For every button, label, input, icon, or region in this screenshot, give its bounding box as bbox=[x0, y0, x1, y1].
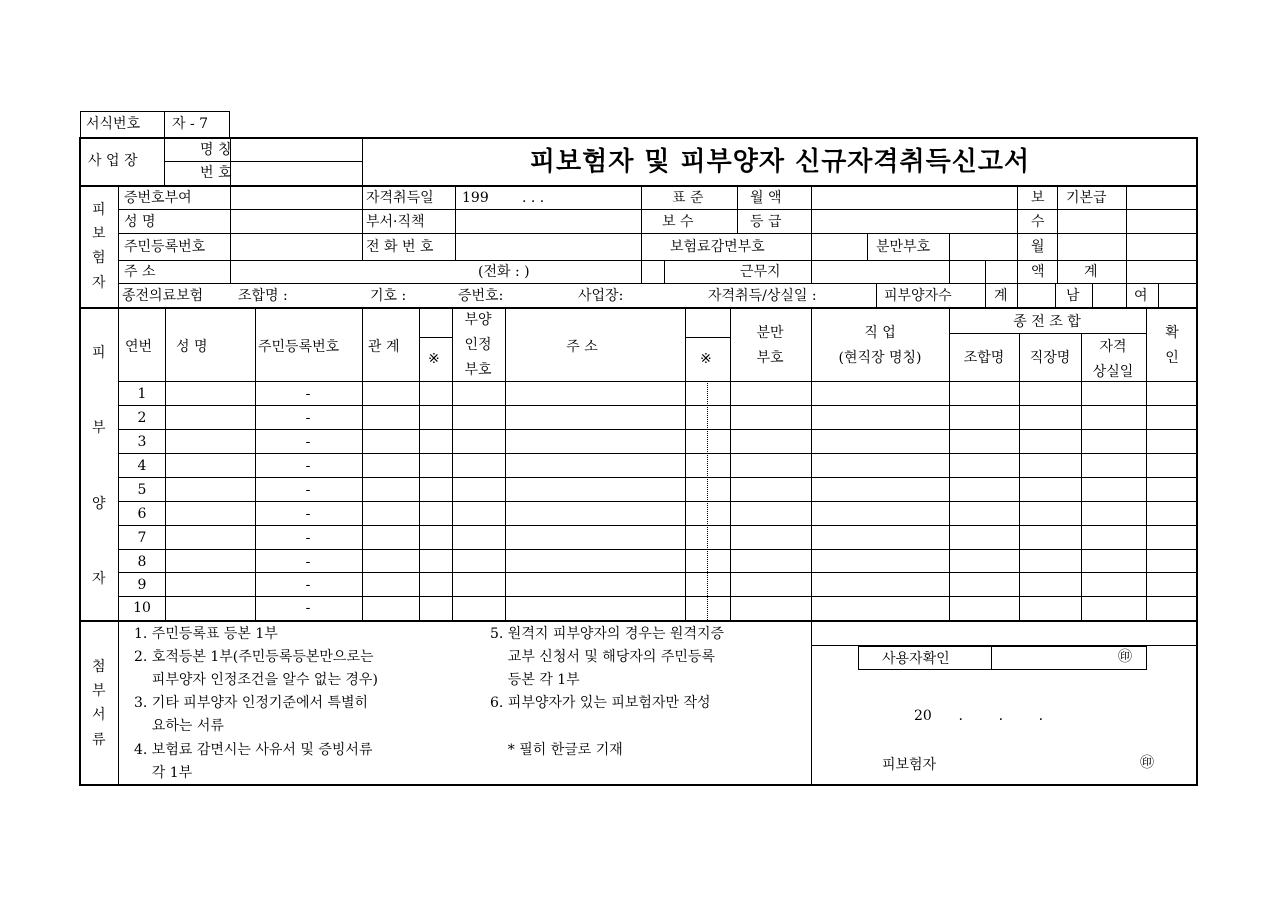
row-seq: 9 bbox=[137, 577, 147, 593]
cert-label: 증번호: bbox=[458, 288, 504, 304]
attach-side-2: 부 bbox=[92, 683, 106, 699]
row-rrn-dash: - bbox=[305, 530, 311, 546]
symbol-label: 기호 : bbox=[370, 288, 407, 304]
col-job-header-2: (현직장 명칭) bbox=[838, 350, 922, 366]
col-seq-header: 연번 bbox=[125, 339, 153, 355]
base-pay-label: 기본급 bbox=[1066, 190, 1107, 206]
col-workplace-header: 직장명 bbox=[1029, 350, 1071, 366]
row-rrn-dash: - bbox=[305, 410, 311, 426]
dept-label: 부서·직책 bbox=[366, 214, 425, 230]
attach-left-line: 1. 주민등록표 등본 1부 bbox=[134, 626, 278, 642]
attach-right-line: 6. 피부양자가 있는 피보험자만 작성 bbox=[490, 695, 711, 711]
col-job-header-1: 직 업 bbox=[864, 325, 896, 341]
row-rrn-dash: - bbox=[305, 577, 311, 593]
card-number-label: 증번호부여 bbox=[124, 190, 192, 206]
attach-left-line: 각 1부 bbox=[134, 765, 193, 781]
row-seq: 4 bbox=[137, 458, 147, 474]
company-label: 사업장: bbox=[578, 288, 624, 304]
col-prev-union-header: 종 전 조 합 bbox=[1013, 314, 1081, 330]
row-seq: 8 bbox=[137, 554, 147, 570]
col-birth-header-2: 부호 bbox=[756, 350, 784, 366]
insured-signature-label: 피보험자 bbox=[882, 757, 937, 773]
wage-side-3: 월 bbox=[1031, 239, 1045, 255]
std-wage-label-1: 표 준 bbox=[672, 190, 704, 206]
count-total-label: 계 bbox=[994, 288, 1008, 304]
dependents-count-label: 피부양자수 bbox=[884, 288, 952, 304]
dependents-side-2: 부 bbox=[92, 420, 106, 436]
employer-number-label: 번 호 bbox=[200, 165, 232, 181]
acq-loss-label: 자격취득/상실일 : bbox=[708, 288, 817, 304]
monthly-label: 월 액 bbox=[750, 190, 782, 206]
col-name-header: 성 명 bbox=[176, 339, 208, 355]
seal-mark-1: ㊞ bbox=[1118, 649, 1132, 665]
attach-right-line: 등본 각 1부 bbox=[490, 672, 580, 688]
row-seq: 1 bbox=[137, 386, 147, 402]
male-label: 남 bbox=[1066, 288, 1080, 304]
attach-left-line: 4. 보험료 감면시는 사유서 및 증빙서류 bbox=[134, 742, 373, 758]
user-confirm-label: 사용자확인 bbox=[882, 651, 950, 667]
form-code-label: 서식번호 bbox=[86, 116, 141, 132]
attach-left-line: 요하는 서류 bbox=[134, 718, 224, 734]
acq-date-label: 자격취득일 bbox=[366, 190, 434, 206]
col-confirm-header-2: 인 bbox=[1165, 350, 1179, 366]
wage-total-label: 계 bbox=[1084, 264, 1098, 280]
address-label: 주 소 bbox=[124, 264, 156, 280]
attach-right-line: 교부 신청서 및 해당자의 주민등록 bbox=[490, 649, 715, 665]
acq-date-dots: . . . bbox=[522, 190, 545, 206]
seal-mark-2: ㊞ bbox=[1140, 755, 1154, 771]
attach-left-line: 피부양자 인정조건을 알수 없는 경우) bbox=[134, 672, 378, 688]
col-address-header: 주 소 bbox=[566, 339, 598, 355]
dependents-side-1: 피 bbox=[92, 345, 106, 361]
attach-left-line: 2. 호적등본 1부(주민등록등본만으로는 bbox=[134, 649, 374, 665]
attach-left-line: 3. 기타 피부양자 인정기준에서 특별히 bbox=[134, 695, 369, 711]
wage-side-2: 수 bbox=[1031, 214, 1045, 230]
row-rrn-dash: - bbox=[305, 506, 311, 522]
employer-name-label: 명 칭 bbox=[200, 142, 232, 158]
rrn-label: 주민등록번호 bbox=[124, 239, 206, 255]
insured-side-label-2: 보 bbox=[92, 226, 106, 242]
col-recog-header-1: 부양 bbox=[464, 312, 492, 328]
insured-side-label-1: 피 bbox=[92, 202, 106, 218]
row-seq: 6 bbox=[137, 506, 147, 522]
row-seq: 7 bbox=[137, 530, 147, 546]
dependents-side-3: 양 bbox=[92, 496, 106, 512]
attach-side-1: 첨 bbox=[92, 659, 106, 675]
col-union-name-header: 조합명 bbox=[963, 350, 1005, 366]
row-rrn-dash: - bbox=[305, 386, 311, 402]
col-mark2-header: ※ bbox=[700, 351, 712, 367]
signature-date: 20 . . . bbox=[914, 708, 1044, 724]
premium-reduction-label: 보험료감면부호 bbox=[670, 239, 765, 255]
grade-label: 등 급 bbox=[750, 214, 782, 230]
col-mark-header: ※ bbox=[428, 351, 440, 367]
col-recog-header-2: 인정 bbox=[464, 337, 492, 353]
phone-label: 전 화 번 호 bbox=[366, 239, 434, 255]
row-rrn-dash: - bbox=[305, 600, 311, 616]
col-loss-header-1: 자격 bbox=[1099, 339, 1127, 355]
attach-right-line: 5. 원격지 피부양자의 경우는 원격지증 bbox=[490, 626, 725, 642]
wage-side-4: 액 bbox=[1031, 264, 1045, 280]
col-confirm-header-1: 확 bbox=[1165, 325, 1179, 341]
col-relation-header: 관 계 bbox=[368, 339, 400, 355]
branch-code-label: 분만부호 bbox=[876, 239, 931, 255]
col-birth-header-1: 분만 bbox=[756, 325, 784, 341]
col-recog-header-3: 부호 bbox=[464, 362, 492, 378]
acq-date-value: 199 bbox=[462, 190, 489, 206]
employer-label: 사 업 장 bbox=[88, 153, 138, 169]
form-outer-border bbox=[79, 137, 1198, 786]
row-seq: 2 bbox=[137, 410, 147, 426]
attach-side-3: 서 bbox=[92, 707, 106, 723]
wage-side-1: 보 bbox=[1031, 190, 1045, 206]
row-seq: 3 bbox=[137, 434, 147, 450]
union-label: 조합명 : bbox=[238, 288, 288, 304]
attach-right-line: * 필히 한글로 기재 bbox=[490, 742, 623, 758]
row-rrn-dash: - bbox=[305, 458, 311, 474]
insured-side-label-3: 험 bbox=[92, 250, 106, 266]
row-rrn-dash: - bbox=[305, 554, 311, 570]
row-rrn-dash: - bbox=[305, 482, 311, 498]
row-rrn-dash: - bbox=[305, 434, 311, 450]
prev-insurance-label: 종전의료보험 bbox=[122, 288, 204, 304]
insured-name-label: 성 명 bbox=[124, 214, 156, 230]
insured-side-label-4: 자 bbox=[92, 275, 106, 291]
workplace-label: 근무지 bbox=[740, 264, 781, 280]
col-loss-header-2: 상실일 bbox=[1092, 364, 1134, 380]
row-seq: 10 bbox=[133, 600, 151, 616]
std-wage-label-2: 보 수 bbox=[662, 214, 694, 230]
col-rrn-header: 주민등록번호 bbox=[258, 339, 340, 355]
female-label: 여 bbox=[1134, 288, 1148, 304]
row-seq: 5 bbox=[137, 482, 147, 498]
phone-paren: (전화 : ) bbox=[478, 264, 530, 280]
attach-side-4: 류 bbox=[92, 732, 106, 748]
form-code-value: 자 - 7 bbox=[172, 116, 209, 132]
dependents-side-4: 자 bbox=[92, 571, 106, 587]
form-title: 피보험자 및 피부양자 신규자격취득신고서 bbox=[529, 147, 1031, 177]
